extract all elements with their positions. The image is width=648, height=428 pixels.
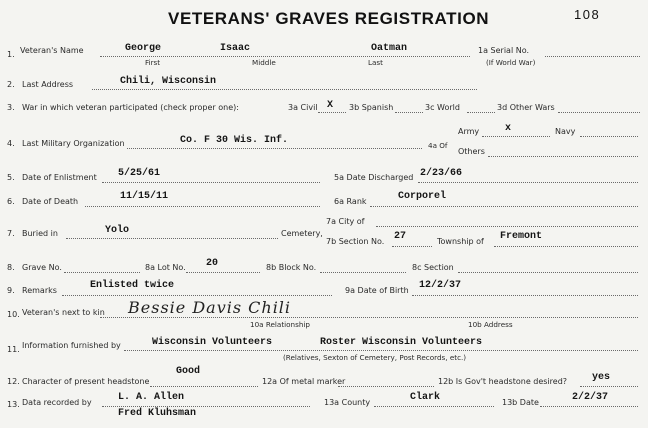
serial-note: (If World War) (486, 58, 536, 67)
headstone-label: Character of present headstone (22, 377, 150, 386)
section-label: 7b Section No. (326, 237, 385, 246)
township-label: Township of (437, 237, 484, 246)
info-furnished-label: Information furnished by (22, 341, 121, 350)
death-date-label: Date of Death (22, 197, 79, 206)
grave-section-label: 8c Section (412, 263, 454, 272)
death-date-value: 11/15/11 (120, 191, 169, 202)
field-2-number: 2. (7, 80, 15, 89)
info-furnished-value-a: Wisconsin Volunteers (152, 337, 273, 348)
recorded-by-value-2: Fred Kluhsman (118, 408, 197, 419)
lot-label: 8a Lot No. (145, 263, 186, 272)
county-label: 13a County (324, 398, 371, 407)
military-org-label: Last Military Organization (22, 139, 125, 148)
war-spanish-option: 3b Spanish (349, 103, 394, 112)
discharged-value: 2/23/66 (420, 168, 463, 179)
last-caption: Last (368, 58, 383, 67)
metal-marker-label: 12a Of metal marker (262, 377, 346, 386)
field-4-number: 4. (7, 139, 15, 148)
field-6-number: 6. (7, 197, 15, 206)
war-other-option: 3d Other Wars (497, 103, 555, 112)
field-10-number: 10. (7, 310, 20, 319)
army-label: Army (458, 127, 480, 136)
field-3-number: 3. (7, 103, 15, 112)
enlistment-value: 5/25/61 (118, 168, 161, 179)
form-title: VETERANS' GRAVES REGISTRATION (168, 9, 490, 28)
veterans-name-label: Veteran's Name (20, 46, 84, 55)
last-name-value: Oatman (371, 43, 408, 54)
middle-caption: Middle (252, 58, 276, 67)
last-address-label: Last Address (22, 80, 74, 89)
war-civil-check: X (327, 100, 334, 111)
remarks-value: Enlisted twice (90, 280, 175, 291)
govt-headstone-value: yes (592, 372, 611, 383)
cemetery-label: Cemetery, (281, 229, 323, 238)
recorded-by-value: L. A. Allen (118, 392, 185, 403)
recorded-by-label: Data recorded by (22, 398, 92, 407)
middle-name-value: Isaac (220, 43, 251, 54)
grave-label: Grave No. (22, 263, 62, 272)
field-11-number: 11. (7, 345, 20, 354)
field-12-number: 12. (7, 377, 20, 386)
county-value: Clark (410, 392, 441, 403)
next-of-kin-label: Veteran's next to kin (22, 308, 105, 317)
military-org-value: Co. F 30 Wis. Inf. (180, 135, 289, 146)
last-address-value: Chili, Wisconsin (120, 76, 217, 87)
discharged-label: 5a Date Discharged (334, 173, 414, 182)
field-5-number: 5. (7, 173, 15, 182)
rank-value: Corporel (398, 191, 447, 202)
serial-label: 1a Serial No. (478, 46, 529, 55)
record-date-label: 13b Date (502, 398, 539, 407)
war-world-option: 3c World (425, 103, 460, 112)
form-number: 108 (574, 7, 601, 22)
first-caption: First (145, 58, 161, 67)
field-1-number: 1. (7, 50, 15, 59)
remarks-label: Remarks (22, 286, 57, 295)
info-furnished-value-b: Roster Wisconsin Volunteers (320, 337, 483, 348)
section-value: 27 (394, 231, 407, 242)
first-name-value: George (125, 43, 162, 54)
info-furnished-note: (Relatives, Sexton of Cemetery, Post Records, etc.) (283, 353, 467, 362)
others-label: Others (458, 147, 485, 156)
headstone-value: Good (176, 366, 201, 377)
kin-address-label: 10b Address (468, 320, 513, 329)
field-9-number: 9. (7, 286, 15, 295)
buried-value: Yolo (105, 225, 130, 236)
township-value: Fremont (500, 231, 543, 242)
field-8-number: 8. (7, 263, 15, 272)
birth-date-label: 9a Date of Birth (345, 286, 409, 295)
enlistment-label: Date of Enlistment (22, 173, 97, 182)
buried-label: Buried in (22, 229, 58, 238)
military-org-of-label: 4a Of (428, 141, 448, 150)
city-label: 7a City of (326, 217, 365, 226)
record-date-value: 2/2/37 (572, 392, 609, 403)
birth-date-value: 12/2/37 (419, 280, 462, 291)
army-check: x (505, 123, 512, 134)
next-of-kin-handwriting: Bessie Davis Chili (128, 298, 292, 317)
relationship-label: 10a Relationship (250, 320, 310, 329)
block-label: 8b Block No. (266, 263, 317, 272)
field-7-number: 7. (7, 229, 15, 238)
lot-value: 20 (206, 258, 219, 269)
navy-label: Navy (555, 127, 576, 136)
war-label: War in which veteran participated (check proper one): (22, 103, 239, 112)
govt-headstone-label: 12b Is Gov't headstone desired? (438, 377, 568, 386)
field-13-number: 13. (7, 400, 20, 409)
war-civil-option: 3a Civil (288, 103, 318, 112)
rank-label: 6a Rank (334, 197, 367, 206)
